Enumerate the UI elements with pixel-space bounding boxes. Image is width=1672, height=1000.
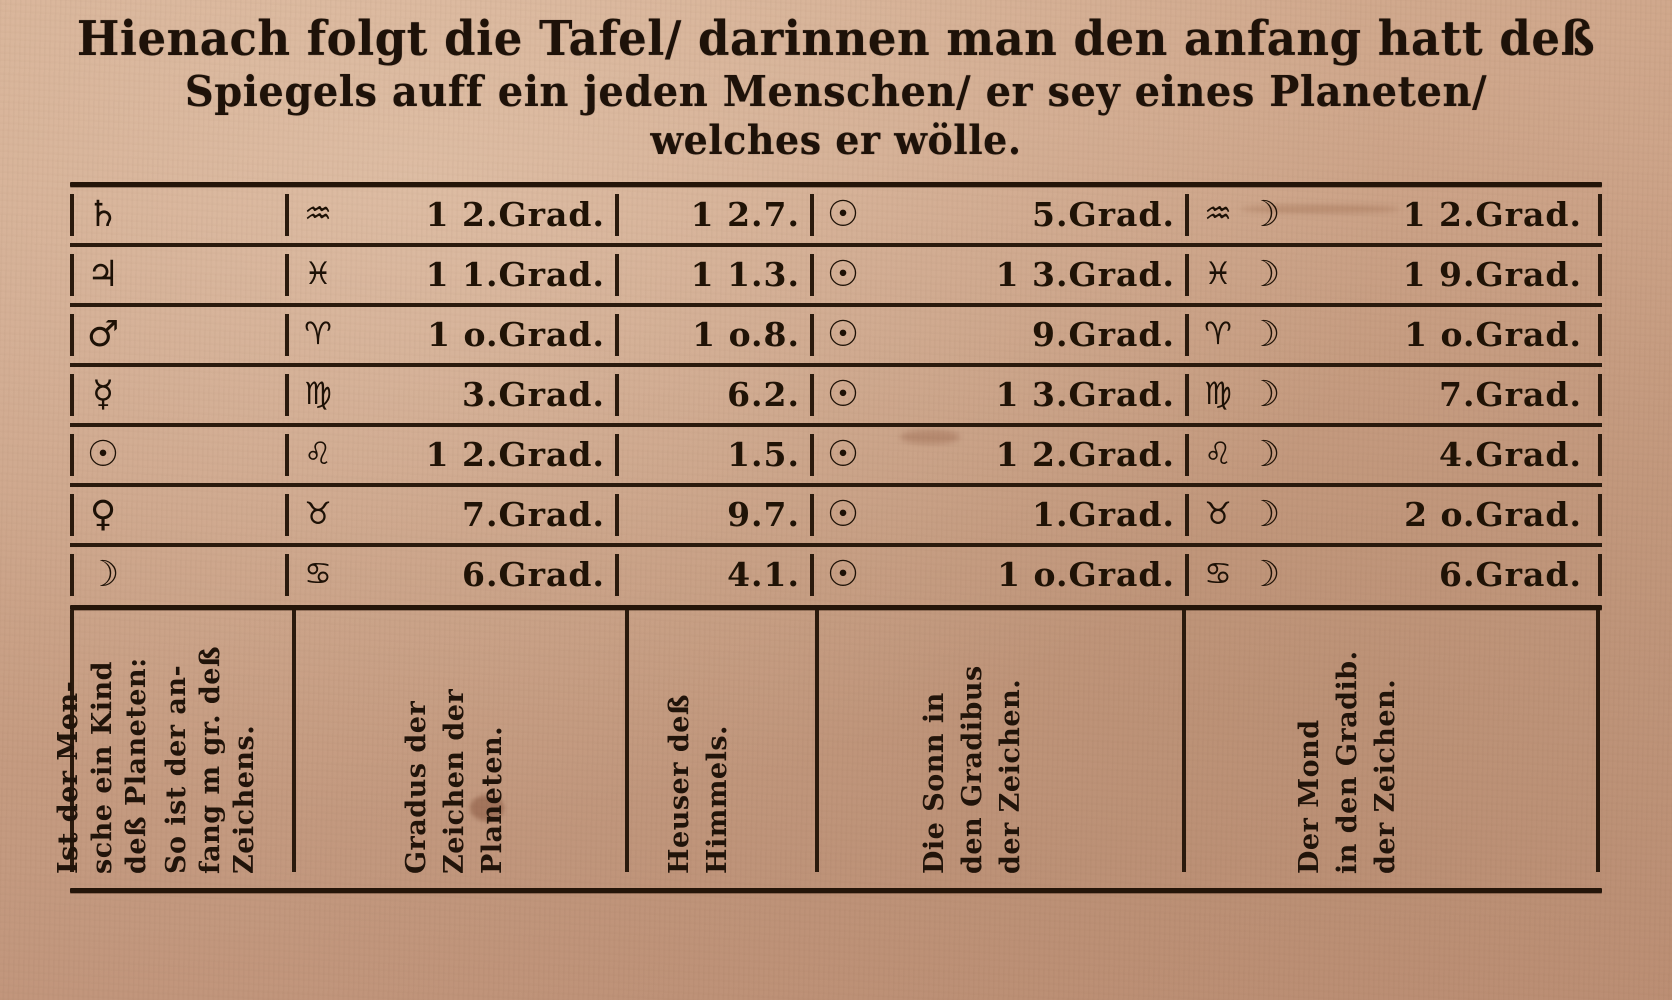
cell-divider <box>70 194 74 236</box>
cell-divider <box>285 254 289 296</box>
cell-divider <box>615 314 619 356</box>
moon-icon: ☽ <box>1247 553 1281 595</box>
cell-divider <box>1598 254 1602 296</box>
title-line-3: welches er wölle. <box>650 115 1022 164</box>
moon-degree-value: 1 o.Grad. <box>1404 315 1582 355</box>
cell-divider <box>70 434 74 476</box>
cell-sign-degree <box>285 307 615 363</box>
title-line-2: Spiegels auff ein jeden Menschen/ er sey eines Planeten/ <box>184 66 1488 117</box>
cell-sign-degree <box>285 547 615 603</box>
sign-degree-value: 1 1.Grad. <box>425 255 605 295</box>
table-row <box>70 187 1602 243</box>
zodiac-sign-symbol: ♈ <box>304 316 332 353</box>
cell-divider <box>810 194 814 236</box>
house-value: 9.7. <box>727 495 800 535</box>
sun-icon: ☉ <box>826 553 860 595</box>
cell-divider <box>810 434 814 476</box>
moon-icon: ☽ <box>1247 433 1281 475</box>
sun-icon: ☉ <box>826 193 860 235</box>
cell-sun <box>810 307 1185 363</box>
title-line-1: Hienach folgt die Tafel/ darinnen man den anfang hatt deß <box>76 10 1596 67</box>
astrological-table <box>53 182 1602 893</box>
legend-col5-line1: Der Mond <box>1294 719 1325 874</box>
sun-icon: ☉ <box>826 373 860 415</box>
sun-degree-value: 9.Grad. <box>1032 315 1175 355</box>
cell-planet <box>70 247 285 303</box>
legend-col4-line2: den Gradibus <box>957 665 988 874</box>
cell-planet <box>70 367 285 423</box>
cell-divider <box>70 494 74 536</box>
cell-divider <box>1185 314 1189 356</box>
cell-divider <box>1598 374 1602 416</box>
cell-divider <box>1185 434 1189 476</box>
moon-zodiac-sign-symbol: ♋ <box>1204 556 1232 593</box>
sun-degree-value: 1.Grad. <box>1032 495 1175 535</box>
cell-house <box>615 367 810 423</box>
cell-divider <box>1185 494 1189 536</box>
cell-sun <box>810 247 1185 303</box>
sun-icon: ☉ <box>826 493 860 535</box>
cell-planet <box>70 187 285 243</box>
moon-degree-value: 6.Grad. <box>1439 555 1582 595</box>
cell-divider <box>70 374 74 416</box>
cell-moon <box>1185 487 1602 543</box>
planet-symbol: ♂ <box>86 313 120 355</box>
zodiac-sign-symbol: ♋ <box>304 556 332 593</box>
table-row <box>70 367 1602 423</box>
cell-house <box>615 547 810 603</box>
legend-col1-line2: sche ein Kind <box>87 660 118 874</box>
cell-planet <box>70 487 285 543</box>
cell-divider <box>1598 194 1602 236</box>
sun-degree-value: 1 2.Grad. <box>995 435 1175 475</box>
legend-divider <box>625 610 629 872</box>
cell-divider <box>1185 554 1189 596</box>
moon-degree-value: 4.Grad. <box>1439 435 1582 475</box>
cell-moon <box>1185 547 1602 603</box>
cell-divider <box>70 254 74 296</box>
cell-sign-degree <box>285 487 615 543</box>
cell-divider <box>615 554 619 596</box>
legend-col1-line3: deß Planeten: <box>121 657 152 874</box>
planet-symbol: ☽ <box>86 553 120 595</box>
moon-icon: ☽ <box>1247 373 1281 415</box>
legend-col2-line3: Planeten. <box>477 725 508 874</box>
cell-divider <box>285 434 289 476</box>
cell-divider <box>1185 254 1189 296</box>
cell-planet <box>70 427 285 483</box>
moon-icon: ☽ <box>1247 253 1281 295</box>
house-value: 1.5. <box>727 435 800 475</box>
sign-degree-value: 3.Grad. <box>462 375 605 415</box>
cell-planet <box>70 307 285 363</box>
cell-house <box>615 487 810 543</box>
moon-zodiac-sign-symbol: ♈ <box>1204 316 1232 353</box>
cell-divider <box>285 194 289 236</box>
cell-planet <box>70 547 285 603</box>
zodiac-sign-symbol: ♒ <box>304 196 332 233</box>
cell-divider <box>615 254 619 296</box>
cell-divider <box>1598 434 1602 476</box>
moon-icon: ☽ <box>1247 313 1281 355</box>
legend-divider <box>1596 610 1600 872</box>
moon-degree-value: 1 9.Grad. <box>1402 255 1582 295</box>
sun-degree-value: 1 o.Grad. <box>997 555 1175 595</box>
sign-degree-value: 1 2.Grad. <box>425 195 605 235</box>
legend-col3-line2: Himmels. <box>702 724 733 874</box>
legend-col4-line3: der Zeichen. <box>995 678 1026 874</box>
cell-sun <box>810 547 1185 603</box>
cell-divider <box>615 194 619 236</box>
cell-sun <box>810 427 1185 483</box>
cell-divider <box>285 314 289 356</box>
moon-zodiac-sign-symbol: ♒ <box>1204 196 1232 233</box>
legend-col1-line5: fang m gr. deß <box>195 645 226 874</box>
moon-degree-value: 7.Grad. <box>1439 375 1582 415</box>
moon-degree-value: 1 2.Grad. <box>1402 195 1582 235</box>
cell-sun <box>810 487 1185 543</box>
table-row <box>70 547 1602 603</box>
moon-zodiac-sign-symbol: ♌ <box>1204 436 1232 473</box>
table-bottom-rule <box>70 888 1602 893</box>
cell-house <box>615 247 810 303</box>
cell-sign-degree <box>285 187 615 243</box>
legend-col1-line4: So ist der an- <box>161 664 192 874</box>
planet-symbol: ♀ <box>89 493 117 535</box>
cell-divider <box>1598 494 1602 536</box>
cell-moon <box>1185 187 1602 243</box>
zodiac-sign-symbol: ♉ <box>304 496 332 533</box>
legend-divider <box>292 610 296 872</box>
moon-degree-value: 2 o.Grad. <box>1404 495 1582 535</box>
planet-symbol: ☉ <box>86 433 120 475</box>
house-value: 1 1.3. <box>690 255 800 295</box>
cell-divider <box>285 494 289 536</box>
sign-degree-value: 6.Grad. <box>462 555 605 595</box>
planet-symbol: ♄ <box>86 193 120 235</box>
sun-degree-value: 5.Grad. <box>1032 195 1175 235</box>
moon-icon: ☽ <box>1247 193 1281 235</box>
cell-divider <box>1185 194 1189 236</box>
house-value: 1 2.7. <box>690 195 800 235</box>
sign-degree-value: 1 o.Grad. <box>427 315 605 355</box>
cell-moon <box>1185 307 1602 363</box>
cell-divider <box>810 374 814 416</box>
cell-house <box>615 427 810 483</box>
legend-divider <box>815 610 819 872</box>
moon-icon: ☽ <box>1247 493 1281 535</box>
table-row <box>70 427 1602 483</box>
cell-divider <box>1598 314 1602 356</box>
legend-col4-line1: Die Sonn in <box>919 691 950 874</box>
zodiac-sign-symbol: ♌ <box>304 436 332 473</box>
cell-divider <box>615 494 619 536</box>
zodiac-sign-symbol: ♓ <box>304 256 332 293</box>
sun-icon: ☉ <box>826 433 860 475</box>
cell-divider <box>615 374 619 416</box>
moon-zodiac-sign-symbol: ♍ <box>1204 376 1232 413</box>
cell-moon <box>1185 427 1602 483</box>
sun-degree-value: 1 3.Grad. <box>995 255 1175 295</box>
cell-house <box>615 187 810 243</box>
cell-divider <box>810 254 814 296</box>
legend-col1-line1: Ist der Men- <box>53 680 84 874</box>
legend-col5-line3: der Zeichen. <box>1370 678 1401 874</box>
column-legend <box>53 610 1602 882</box>
legend-col1-line6: Zeichens. <box>229 724 260 874</box>
table-row <box>70 307 1602 363</box>
sun-icon: ☉ <box>826 313 860 355</box>
sun-degree-value: 1 3.Grad. <box>995 375 1175 415</box>
cell-divider <box>615 434 619 476</box>
table-body <box>70 187 1602 603</box>
cell-divider <box>70 554 74 596</box>
cell-divider <box>810 494 814 536</box>
legend-divider <box>1182 610 1186 872</box>
sign-degree-value: 1 2.Grad. <box>425 435 605 475</box>
sun-icon: ☉ <box>826 253 860 295</box>
legend-col2-line1: Gradus der <box>401 700 432 874</box>
legend-col2-line2: Zeichen der <box>439 688 470 874</box>
cell-divider <box>810 554 814 596</box>
cell-divider <box>70 314 74 356</box>
legend-col5-line2: in den Gradib. <box>1332 650 1363 874</box>
moon-zodiac-sign-symbol: ♉ <box>1204 496 1232 533</box>
table-row <box>70 247 1602 303</box>
cell-moon <box>1185 247 1602 303</box>
house-value: 4.1. <box>727 555 800 595</box>
cell-divider <box>810 314 814 356</box>
table-row <box>70 487 1602 543</box>
sign-degree-value: 7.Grad. <box>462 495 605 535</box>
cell-sign-degree <box>285 427 615 483</box>
cell-house <box>615 307 810 363</box>
cell-divider <box>285 374 289 416</box>
cell-sun <box>810 187 1185 243</box>
cell-moon <box>1185 367 1602 423</box>
zodiac-sign-symbol: ♍ <box>304 376 332 413</box>
planet-symbol: ☿ <box>91 373 115 415</box>
cell-divider <box>1598 554 1602 596</box>
cell-divider <box>285 554 289 596</box>
moon-zodiac-sign-symbol: ♓ <box>1204 256 1232 293</box>
planet-symbol: ♃ <box>86 253 120 295</box>
house-value: 6.2. <box>727 375 800 415</box>
cell-divider <box>1185 374 1189 416</box>
page-title <box>70 10 1602 164</box>
house-value: 1 o.8. <box>692 315 800 355</box>
legend-col3-line1: Heuser deß <box>664 693 695 874</box>
cell-sign-degree <box>285 247 615 303</box>
cell-sun <box>810 367 1185 423</box>
cell-sign-degree <box>285 367 615 423</box>
